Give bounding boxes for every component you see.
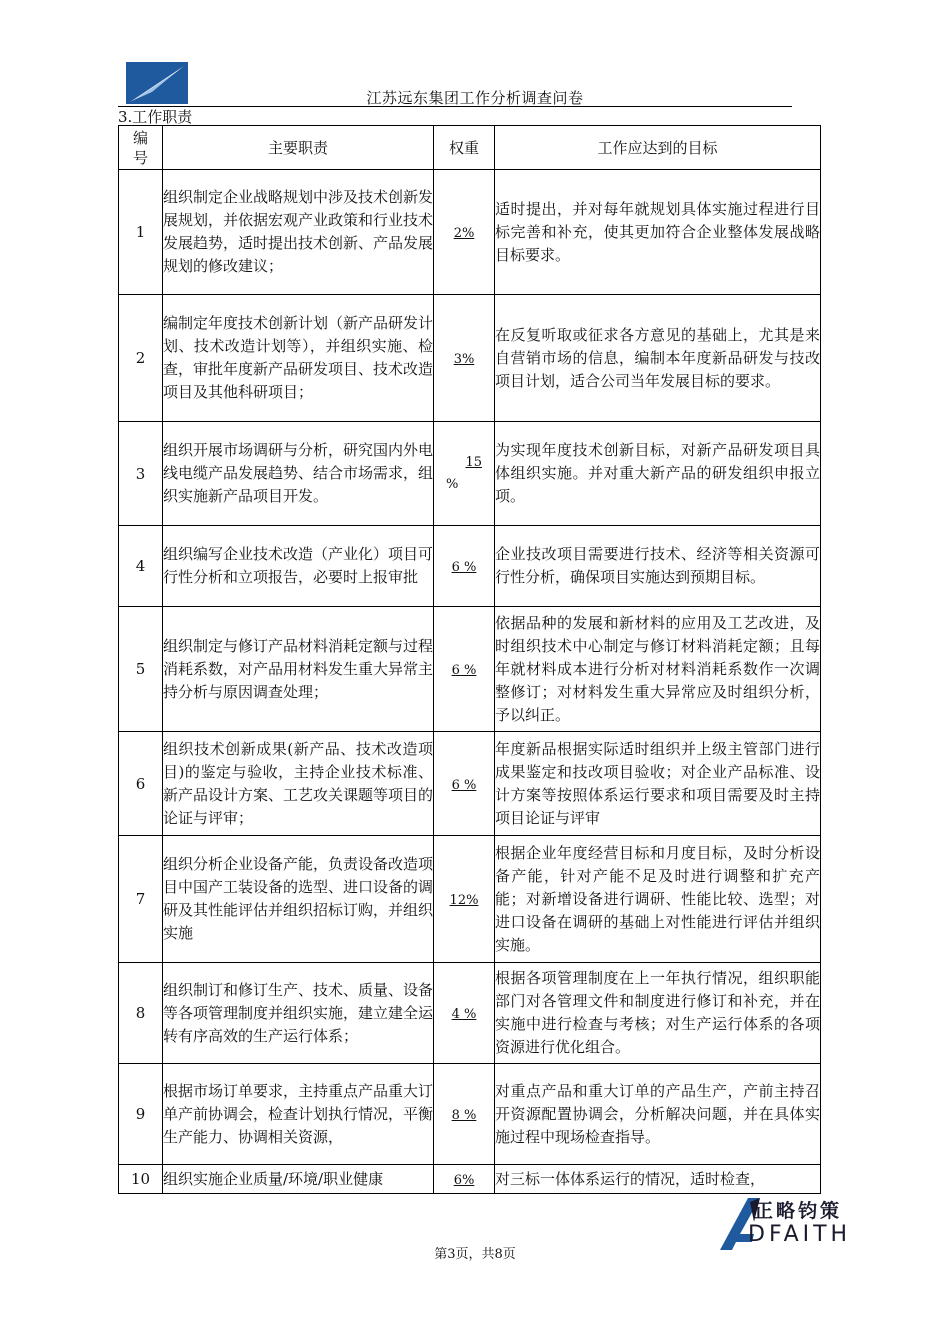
header-divider — [118, 106, 792, 107]
header-weight: 权重 — [434, 126, 495, 170]
row-no: 1 — [119, 170, 163, 295]
table-row — [119, 170, 821, 295]
row-no: 5 — [119, 607, 163, 732]
logo-text-cn: 正略钧策 — [754, 1200, 843, 1222]
row-duty: 组织制定与修订产品材料消耗定额与过程消耗系数，对产品用材料发生重大异常主持分析与原因调查处理； — [163, 607, 434, 732]
row-duty: 组织实施企业质量/环境/职业健康 — [163, 1165, 434, 1194]
header-duty: 主要职责 — [163, 126, 434, 170]
row-goal: 在反复听取或征求各方意见的基础上，尤其是来自营销市场的信息，编制本年度新品研发与技改项目计划，适合公司当年发展目标的要求。 — [495, 295, 821, 422]
table-row — [119, 732, 821, 836]
table-row — [119, 836, 821, 963]
row-no: 4 — [119, 526, 163, 607]
row-duty: 组织制定企业战略规划中涉及技术创新发展规划，并依据宏观产业政策和行业技术发展趋势，适时提出技术创新、产品发展规划的修改建议； — [163, 170, 434, 295]
row-weight: 6% — [434, 1165, 495, 1194]
row-goal: 根据企业年度经营目标和月度目标，及时分析设备产能，针对产能不足及时进行调整和扩充产能；对新增设备进行调研、性能比较、选型；对进口设备在调研的基础上对性能进行评估并组织实施。 — [495, 836, 821, 963]
row-duty: 组织开展市场调研与分析，研究国内外电线电缆产品发展趋势、结合市场需求，组织实施新产品项目开发。 — [163, 422, 434, 526]
row-weight: 6 % — [434, 732, 495, 836]
row-weight: 2% — [434, 170, 495, 295]
header-no: 编号 — [119, 126, 163, 170]
row-no: 2 — [119, 295, 163, 422]
row-duty: 组织制订和修订生产、技术、质量、设备等各项管理制度并组织实施，建立建全运转有序高效的生产运行体系； — [163, 963, 434, 1064]
row-goal: 企业技改项目需要进行技术、经济等相关资源可行性分析，确保项目实施达到预期目标。 — [495, 526, 821, 607]
table-row — [119, 422, 821, 526]
duties-table — [118, 125, 821, 1194]
row-duty: 组织技术创新成果(新产品、技术改造项目)的鉴定与验收，主持企业技术标准、新产品设计方案、工艺攻关课题等项目的论证与评审； — [163, 732, 434, 836]
page-number: 第3页，共8页 — [434, 1247, 516, 1262]
row-no: 10 — [119, 1165, 163, 1194]
row-duty: 组织编写企业技术改造（产业化）项目可行性分析和立项报告，必要时上报审批 — [163, 526, 434, 607]
row-goal: 为实现年度技术创新目标，对新产品研发项目具体组织实施。并对重大新产品的研发组织申报立项。 — [495, 422, 821, 526]
row-no: 7 — [119, 836, 163, 963]
row-goal: 根据各项管理制度在上一年执行情况，组织职能部门对各管理文件和制度进行修订和补充，并在实施中进行检查与考核；对生产运行体系的各项资源进行优化组合。 — [495, 963, 821, 1064]
section-title: 3.工作职责 — [118, 108, 193, 126]
table-row — [119, 526, 821, 607]
row-weight: 15 % — [434, 422, 495, 526]
row-goal: 对重点产品和重大订单的产品生产，产前主持召开资源配置协调会，分析解决问题，并在具体实施过程中现场检查指导。 — [495, 1064, 821, 1165]
table-header-row — [119, 126, 821, 170]
header-goal: 工作应达到的目标 — [495, 126, 821, 170]
table-row — [119, 607, 821, 732]
row-no: 6 — [119, 732, 163, 836]
row-no: 9 — [119, 1064, 163, 1165]
row-weight: 8 % — [434, 1064, 495, 1165]
logo-text-en: DFAITH — [748, 1222, 852, 1247]
row-duty: 组织分析企业设备产能，负责设备改造项目中国产工装设备的选型、进口设备的调研及其性能评估并组织招标订购，并组织实施 — [163, 836, 434, 963]
row-no: 8 — [119, 963, 163, 1064]
row-duty: 编制定年度技术创新计划（新产品研发计划、技术改造计划等），并组织实施、检查，审批年度新产品研发项目、技术改造项目及其他科研项目； — [163, 295, 434, 422]
row-weight: 3% — [434, 295, 495, 422]
row-goal: 年度新品根据实际适时组织并上级主管部门进行成果鉴定和技改项目验收；对企业产品标准、设计方案等按照体系运行要求和项目需要及时主持项目论证与评审 — [495, 732, 821, 836]
row-goal: 适时提出，并对每年就规划具体实施过程进行目标完善和补充，使其更加符合企业整体发展战略目标要求。 — [495, 170, 821, 295]
row-weight: 6 % — [434, 526, 495, 607]
row-no: 3 — [119, 422, 163, 526]
document-header-title: 江苏远东集团工作分析调查问卷 — [366, 89, 584, 107]
row-weight: 4 % — [434, 963, 495, 1064]
row-duty: 根据市场订单要求，主持重点产品重大订单产前协调会，检查计划执行情况，平衡生产能力、协调相关资源， — [163, 1064, 434, 1165]
row-goal: 对三标一体体系运行的情况，适时检查， — [495, 1165, 821, 1194]
row-weight: 6 % — [434, 607, 495, 732]
table-row — [119, 295, 821, 422]
row-weight: 12% — [434, 836, 495, 963]
table-row — [119, 963, 821, 1064]
table-row — [119, 1064, 821, 1165]
table-row — [119, 1165, 821, 1194]
row-goal: 依据品种的发展和新材料的应用及工艺改进，及时组织技术中心制定与修订材料消耗定额；且每年就材料成本进行分析对材料消耗系数作一次调整修订；对材料发生重大异常应及时组织分析，予以纠正。 — [495, 607, 821, 732]
